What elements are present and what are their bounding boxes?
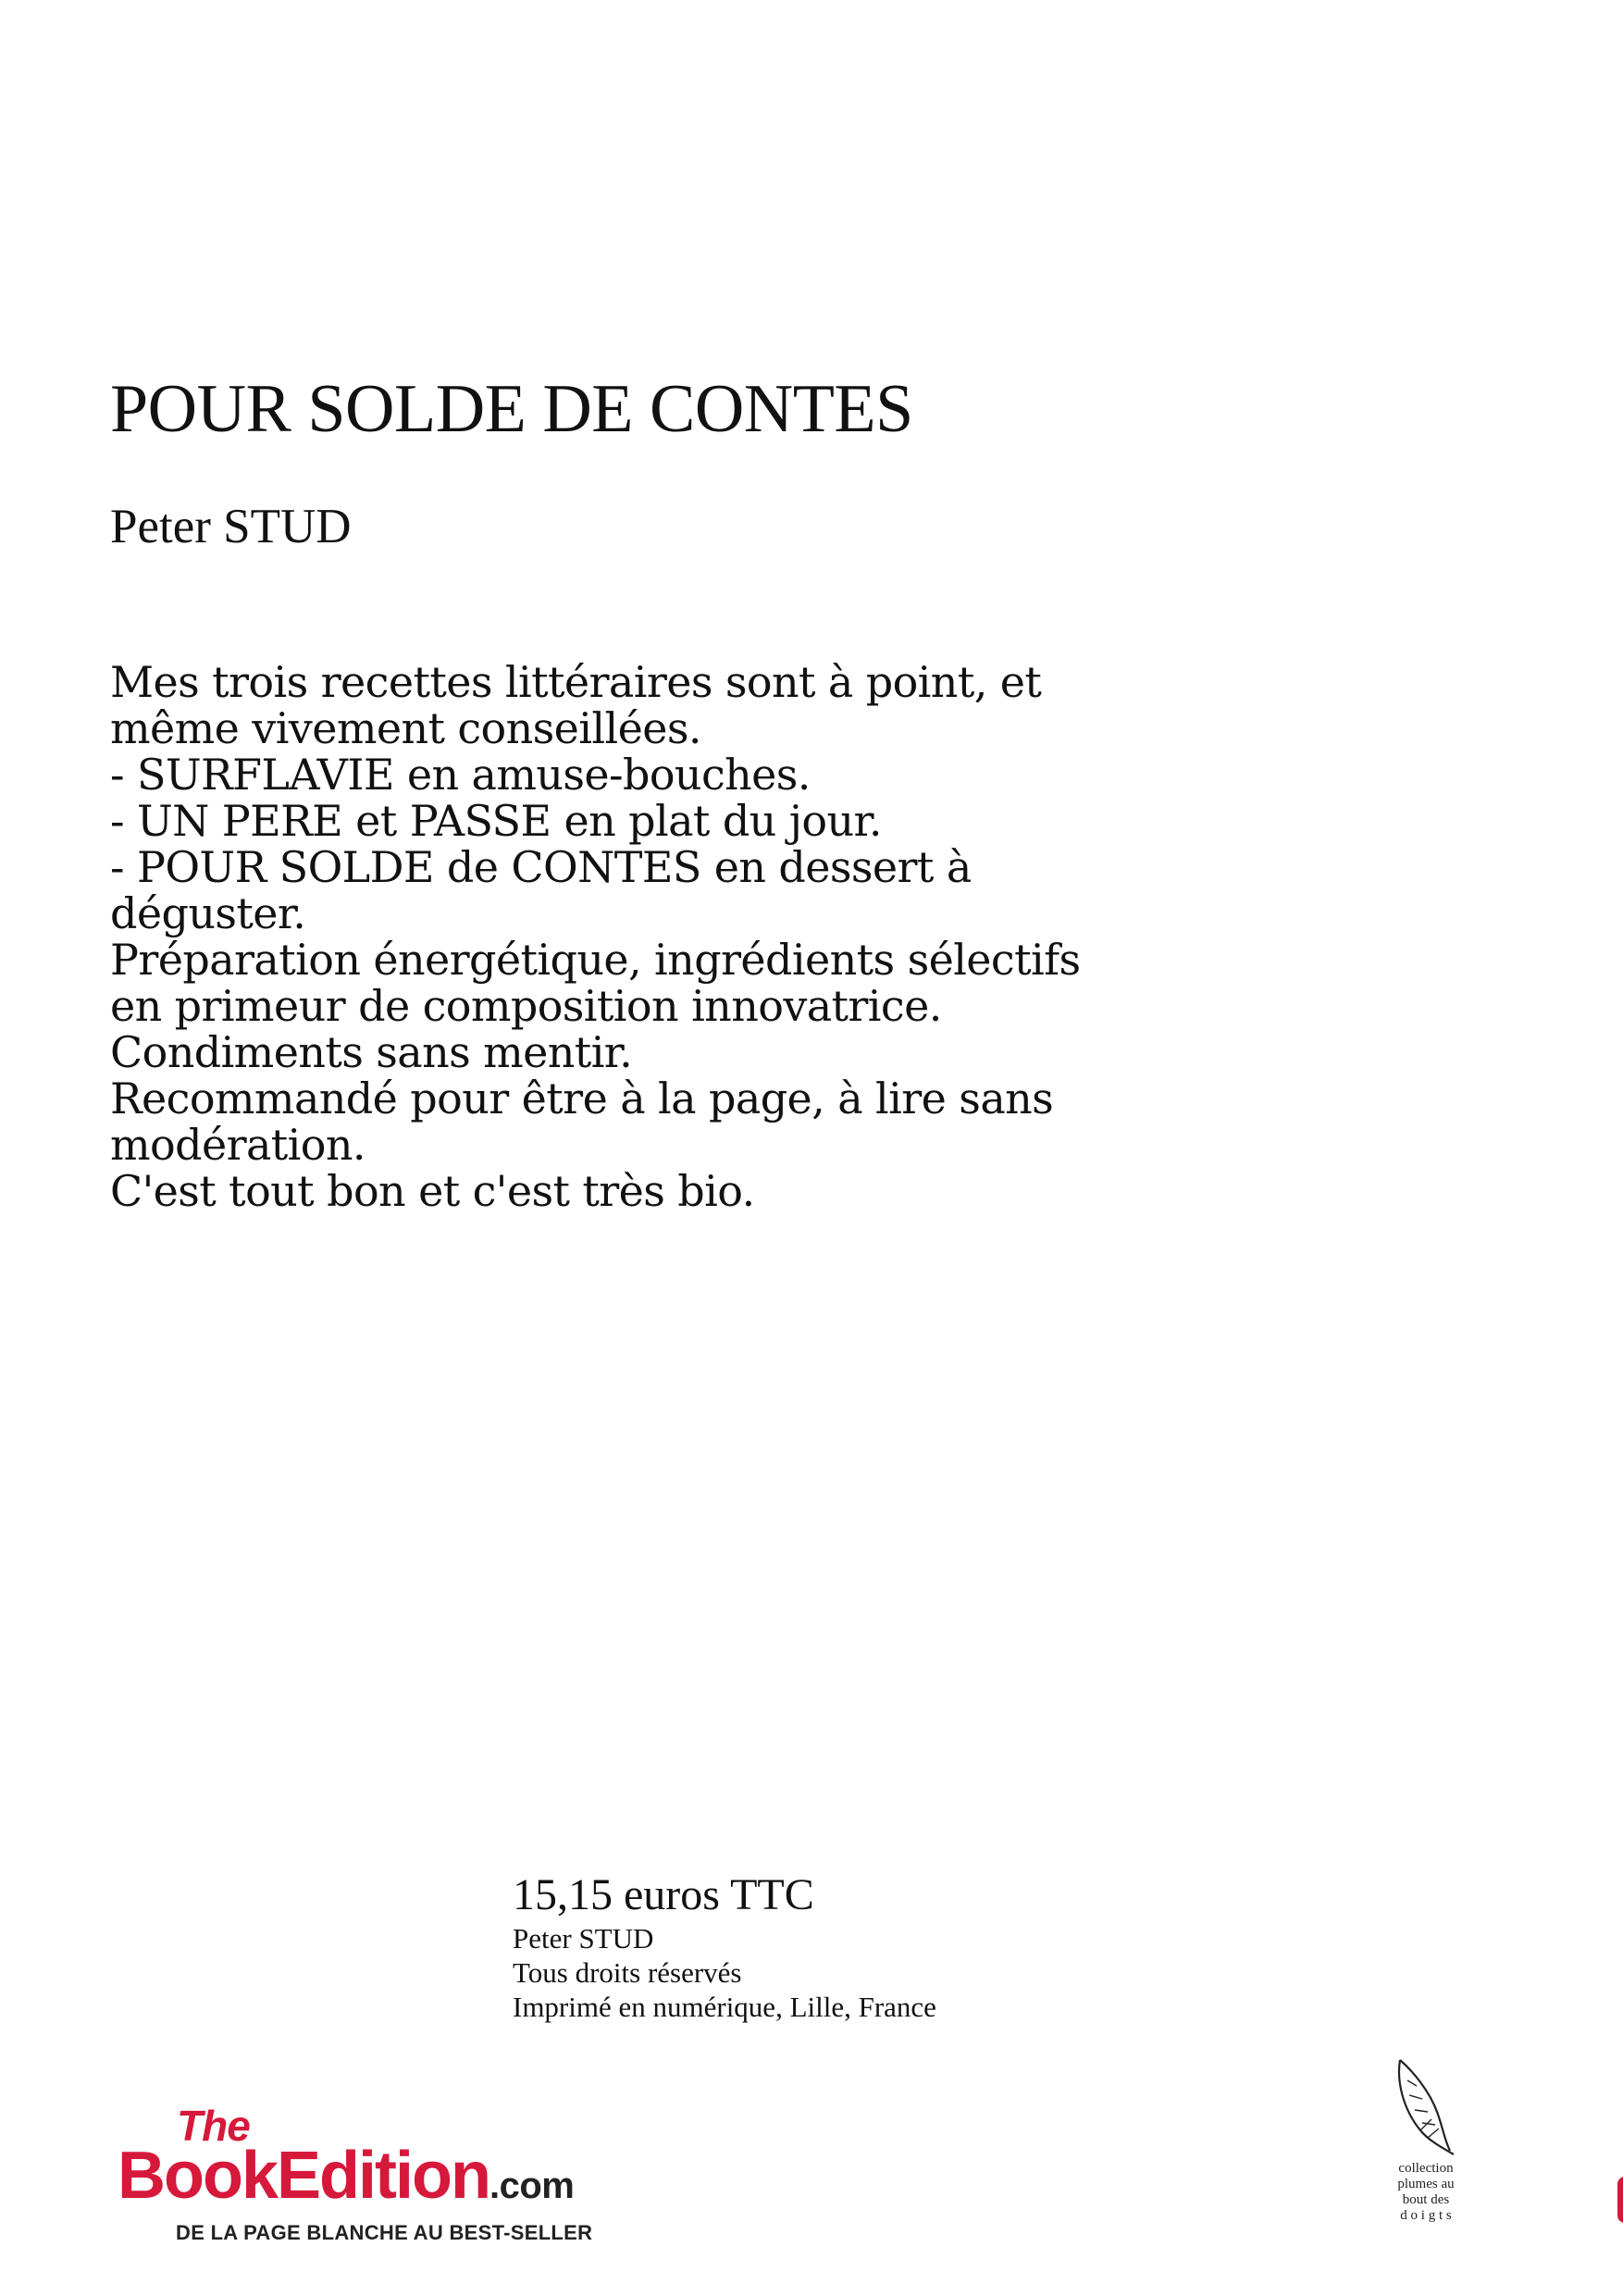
blurb-line: déguster. <box>110 888 306 938</box>
edge-color-mark <box>1617 2177 1623 2223</box>
collection-mark <box>1381 2054 1470 2224</box>
price: 15,15 euros TTC <box>513 1870 814 1919</box>
blurb-line: C'est tout bon et c'est très bio. <box>110 1166 755 1216</box>
logo-domain: .com <box>489 2166 575 2206</box>
book-title: POUR SOLDE DE CONTES <box>110 371 913 447</box>
blurb-line: Recommandé pour être à la page, à lire sans <box>110 1074 1054 1123</box>
blurb-line: - SURFLAVIE en amuse-bouches. <box>110 750 811 800</box>
feather-quill-icon <box>1389 2054 1463 2161</box>
collection-line: bout des <box>1402 2192 1450 2207</box>
print-location: Imprimé en numérique, Lille, France <box>513 1991 936 2023</box>
blurb-line: Mes trois recettes littéraires sont à point, et <box>110 657 1042 707</box>
blurb-line: Condiments sans mentir. <box>110 1027 633 1077</box>
blurb-line: - UN PERE et PASSE en plat du jour. <box>110 796 882 846</box>
collection-line: collection <box>1398 2161 1454 2176</box>
logo-tagline: DE LA PAGE BLANCHE AU BEST-SELLER <box>176 2221 593 2244</box>
collection-line: plumes au <box>1397 2177 1455 2191</box>
collection-line: d o i g t s <box>1400 2208 1452 2223</box>
rights-notice: Tous droits réservés <box>513 1956 742 1989</box>
blurb-line: modération. <box>110 1120 365 1170</box>
blurb-line: - POUR SOLDE de CONTES en dessert à <box>110 842 972 892</box>
blurb-line: Préparation énergétique, ingrédients sélectifs <box>110 935 1081 985</box>
blurb-line: en primeur de composition innovatrice. <box>110 981 942 1031</box>
book-author: Peter STUD <box>110 500 352 553</box>
colophon-author: Peter STUD <box>513 1922 654 1955</box>
blurb-line: même vivement conseillées. <box>110 703 701 753</box>
back-cover-blurb <box>110 659 1332 1214</box>
logo-brand: BookEdition <box>118 2139 489 2213</box>
logo-wordmark <box>118 2138 574 2214</box>
logo-the: The <box>177 2102 250 2150</box>
colophon <box>513 1869 936 2024</box>
